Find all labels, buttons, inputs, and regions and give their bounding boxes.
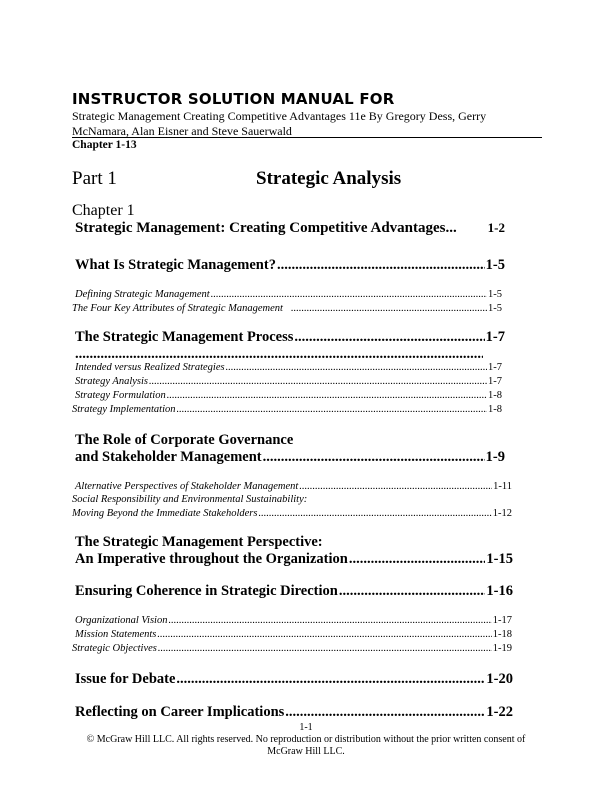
toc-social — [72, 508, 512, 519]
toc-label: Mission Statements — [75, 629, 157, 640]
leader-dots — [211, 289, 487, 300]
leader-dots — [168, 615, 491, 626]
leader-dots — [177, 404, 487, 415]
toc-page: 1-5 — [488, 303, 502, 314]
toc-label: Intended versus Realized Strategies — [75, 362, 225, 373]
toc-vision — [75, 615, 512, 626]
toc-objectives — [72, 643, 512, 654]
leader-dots — [291, 303, 487, 314]
toc-debate — [75, 671, 513, 688]
toc-page: 1-7 — [488, 362, 502, 373]
chapter-range: Chapter 1-13 — [72, 139, 137, 151]
toc-social-line1: Social Responsibility and Environmental Sustainability: — [72, 494, 308, 505]
leader-dots — [277, 257, 485, 274]
toc-page: 1-8 — [488, 404, 502, 415]
copyright-notice: © McGraw Hill LLC. All rights reserved. No reproduction or distribution without the prior written consent of McGraw Hill LLC. — [86, 734, 526, 757]
toc-analysis — [75, 376, 502, 387]
leader-dots — [258, 508, 491, 519]
toc-page: 1-22 — [486, 704, 513, 720]
toc-governance — [75, 449, 505, 466]
toc-label: Organizational Vision — [75, 615, 168, 626]
toc-label: An Imperative throughout the Organization — [75, 551, 348, 567]
leader-dots — [157, 629, 491, 640]
leader-dots — [263, 449, 485, 466]
toc-label: Strategic Objectives — [72, 643, 157, 654]
toc-chapter-title — [75, 220, 505, 237]
toc-page: 1-5 — [485, 257, 505, 273]
toc-page: 1-11 — [493, 481, 512, 492]
toc-four-key — [72, 303, 502, 314]
toc-page: 1-9 — [485, 449, 505, 465]
page-footer — [72, 722, 540, 758]
page-number: 1-1 — [299, 722, 313, 733]
toc-page: 1-7 — [485, 329, 505, 345]
toc-page: 1-18 — [492, 629, 512, 640]
toc-page: 1-17 — [492, 615, 512, 626]
toc-intended — [75, 362, 502, 373]
chapter-label: Chapter 1 — [72, 202, 135, 219]
book-subtitle: Strategic Management Creating Competitive Advantages 11e By Gregory Dess, Gerry McNamara, Alan Eisner and Steve Sauerwald — [72, 109, 487, 138]
leader-dots — [226, 362, 487, 373]
toc-label: Strategy Analysis — [75, 376, 149, 387]
leader-dots — [75, 346, 483, 363]
toc-label: Issue for Debate — [75, 671, 176, 687]
toc-label: Reflecting on Career Implications — [75, 704, 285, 720]
toc-page: 1-12 — [492, 508, 512, 519]
leader-dots — [294, 329, 484, 346]
toc-label: Strategy Implementation — [72, 404, 176, 415]
leader-dots — [339, 583, 486, 600]
toc-career — [75, 704, 513, 721]
part-title: Strategic Analysis — [256, 168, 402, 189]
toc-page: 1-5 — [488, 289, 502, 300]
toc-governance-line1: The Role of Corporate Governance — [75, 432, 294, 448]
leader-dots — [285, 704, 485, 721]
toc-process — [75, 329, 505, 346]
toc-page: 1-16 — [486, 583, 513, 599]
leader-dots — [149, 376, 487, 387]
toc-page: 1-19 — [492, 643, 512, 654]
toc-label: The Four Key Attributes of Strategic Management — [72, 303, 283, 314]
toc-defining — [75, 289, 502, 300]
toc-formulation — [75, 390, 502, 401]
toc-page: 1-7 — [488, 376, 502, 387]
toc-label: Ensuring Coherence in Strategic Direction — [75, 583, 338, 599]
toc-what-is — [75, 257, 505, 274]
leader-dots — [299, 481, 492, 492]
toc-label: Moving Beyond the Immediate Stakeholders — [72, 508, 258, 519]
toc-implementation — [72, 404, 502, 415]
leader-dots — [167, 390, 487, 401]
toc-page: 1-15 — [486, 551, 513, 567]
toc-label: The Strategic Management Process — [75, 329, 294, 345]
toc-label: Strategy Formulation — [75, 390, 166, 401]
part-number: Part 1 — [72, 168, 117, 189]
toc-mission — [75, 629, 512, 640]
toc-page: 1-8 — [488, 390, 502, 401]
toc-label: and Stakeholder Management — [75, 449, 262, 465]
toc-label: Defining Strategic Management — [75, 289, 210, 300]
manual-banner: INSTRUCTOR SOLUTION MANUAL FOR — [72, 90, 395, 108]
toc-label: What Is Strategic Management? — [75, 257, 276, 273]
toc-label: Strategic Management: Creating Competitive Advantages... — [75, 220, 457, 236]
leader-dots — [158, 643, 492, 654]
toc-label: Alternative Perspectives of Stakeholder Management — [75, 481, 299, 492]
toc-page: 1-20 — [486, 671, 513, 687]
toc-page: 1-2 — [487, 220, 505, 235]
toc-alt-perspectives — [75, 481, 512, 492]
toc-process-continuation — [75, 346, 483, 363]
toc-perspective — [75, 551, 513, 568]
toc-coherence — [75, 583, 513, 600]
leader-dots — [349, 551, 486, 568]
leader-dots — [176, 671, 485, 688]
header-divider — [72, 137, 542, 138]
toc-perspective-line1: The Strategic Management Perspective: — [75, 534, 323, 550]
